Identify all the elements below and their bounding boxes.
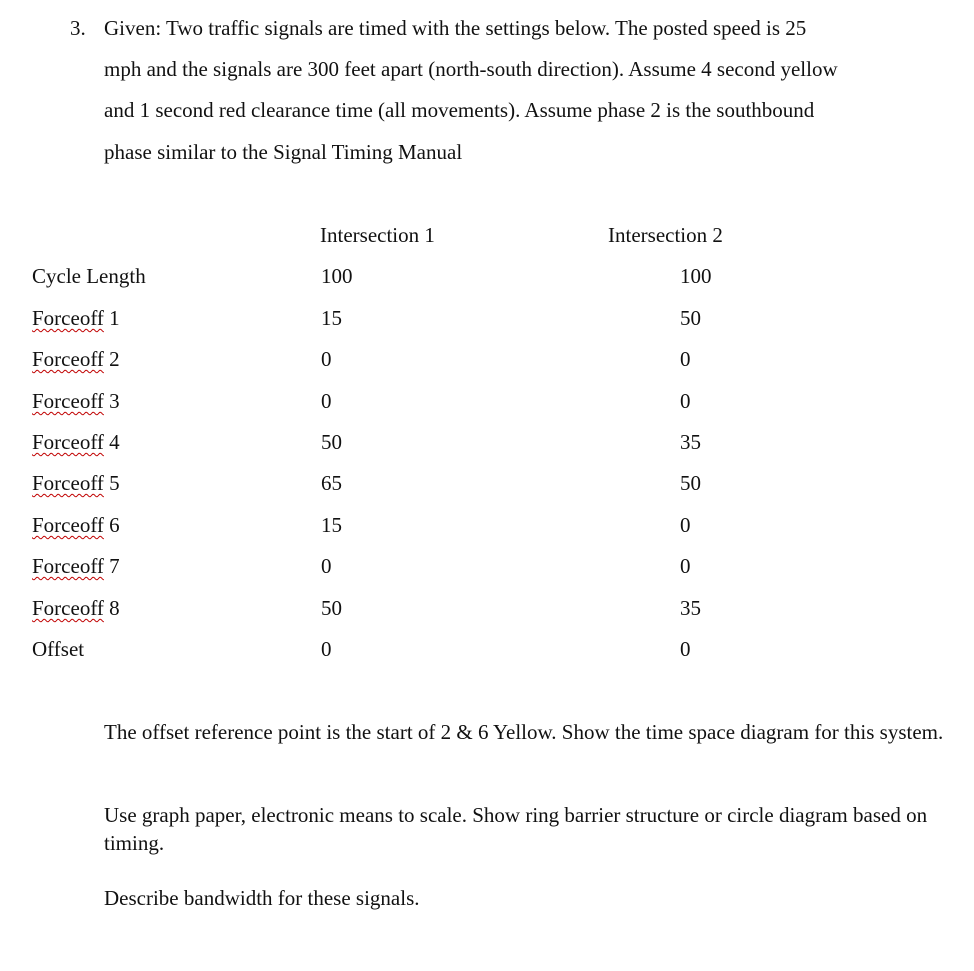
forceoff-1-int1: 15: [321, 306, 342, 330]
forceoff-8-int1: 50: [321, 596, 342, 620]
row-label-forceoff-7: [32, 554, 120, 579]
forceoff-6-int1: 15: [321, 513, 342, 537]
forceoff-3-int2: 0: [680, 389, 691, 413]
forceoff-word: Forceoff: [32, 596, 104, 620]
row-label-forceoff-8: [32, 596, 120, 621]
paragraph-offset-reference: The offset reference point is the start of 2 & 6 Yellow. Show the time space diagram for this system.: [104, 720, 944, 744]
cycle-length-int1: 100: [321, 264, 353, 288]
forceoff-2-int2: 0: [680, 347, 691, 371]
cycle-length-int2: 100: [680, 264, 712, 288]
forceoff-number: 1: [109, 306, 120, 330]
row-label-offset: Offset: [32, 637, 85, 661]
paragraph-bandwidth: Describe bandwidth for these signals.: [104, 886, 420, 910]
forceoff-word: Forceoff: [32, 389, 104, 413]
question-line-4: phase similar to the Signal Timing Manual: [104, 140, 463, 164]
forceoff-word: Forceoff: [32, 513, 104, 537]
forceoff-word: Forceoff: [32, 554, 104, 578]
forceoff-6-int2: 0: [680, 513, 691, 537]
row-label-forceoff-4: [32, 430, 120, 455]
forceoff-number: 2: [109, 347, 120, 371]
forceoff-7-int2: 0: [680, 554, 691, 578]
paragraph-graph-paper: Use graph paper, electronic means to scale. Show ring barrier structure or circle diagram based on timing.: [104, 803, 928, 855]
forceoff-8-int2: 35: [680, 596, 701, 620]
forceoff-4-int1: 50: [321, 430, 342, 454]
row-label-cycle-length: Cycle Length: [32, 264, 146, 288]
offset-int1: 0: [321, 637, 332, 661]
forceoff-3-int1: 0: [321, 389, 332, 413]
forceoff-word: Forceoff: [32, 306, 104, 330]
forceoff-number: 4: [109, 430, 120, 454]
question-line-3: and 1 second red clearance time (all movements). Assume phase 2 is the southbound: [104, 98, 815, 122]
forceoff-number: 8: [109, 596, 120, 620]
forceoff-number: 3: [109, 389, 120, 413]
question-line-2: mph and the signals are 300 feet apart (north-south direction). Assume 4 second yellow: [104, 57, 838, 81]
forceoff-number: 7: [109, 554, 120, 578]
question-line-1: Given: Two traffic signals are timed with the settings below. The posted speed is 25: [104, 16, 807, 40]
forceoff-2-int1: 0: [321, 347, 332, 371]
row-label-forceoff-6: [32, 513, 120, 538]
row-label-forceoff-3: [32, 389, 120, 414]
forceoff-number: 6: [109, 513, 120, 537]
forceoff-number: 5: [109, 471, 120, 495]
row-label-forceoff-1: [32, 306, 120, 331]
header-intersection-2: Intersection 2: [608, 223, 723, 247]
forceoff-4-int2: 35: [680, 430, 701, 454]
header-intersection-1: Intersection 1: [320, 223, 435, 247]
forceoff-word: Forceoff: [32, 471, 104, 495]
forceoff-5-int1: 65: [321, 471, 342, 495]
row-label-forceoff-2: [32, 347, 120, 372]
forceoff-word: Forceoff: [32, 347, 104, 371]
forceoff-word: Forceoff: [32, 430, 104, 454]
forceoff-5-int2: 50: [680, 471, 701, 495]
offset-int2: 0: [680, 637, 691, 661]
forceoff-7-int1: 0: [321, 554, 332, 578]
question-number: 3.: [70, 16, 86, 40]
row-label-forceoff-5: [32, 471, 120, 496]
forceoff-1-int2: 50: [680, 306, 701, 330]
